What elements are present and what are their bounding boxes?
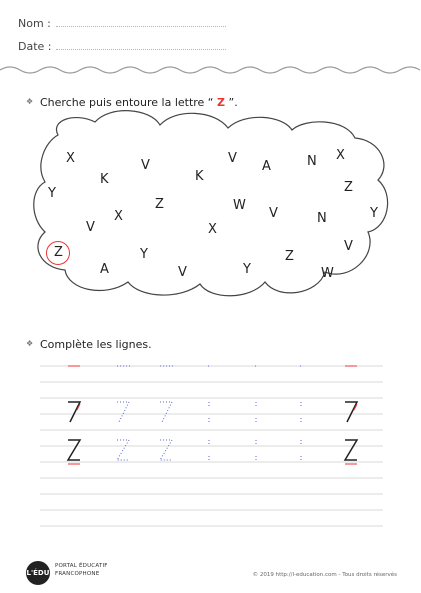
cloud-letter[interactable]: V [86,220,95,235]
portal-text [55,562,108,578]
cloud-letter[interactable]: Z [344,180,353,195]
instruction-1-text-b: ”. [225,96,238,109]
cloud-letter[interactable]: X [114,209,123,224]
date-label: Date : [18,40,52,53]
copyright: © 2019 http://l-education.com - Tous droits réservés [252,572,397,578]
cloud-letter[interactable]: W [321,266,334,281]
instruction-1-text-a: Cherche puis entoure la lettre “ [40,96,218,109]
cloud-letter[interactable]: X [208,222,217,237]
cloud-letter[interactable]: Z [285,249,294,264]
portal-line-1: PORTAL ÉDUCATIF [55,563,108,569]
portal-line-2: FRANCOPHONE [55,571,100,577]
cloud-letter[interactable]: Y [48,186,56,201]
cloud-letter[interactable]: Z [155,197,164,212]
diamond-bullet-icon: ❖ [26,97,34,106]
edu-logo-text: L'ÉDU [26,569,50,577]
cloud-letter[interactable]: A [100,262,109,277]
cloud-letter[interactable]: Y [370,206,378,221]
cloud-letter[interactable]: V [269,206,278,221]
cloud-letter[interactable]: Z [54,245,63,260]
cloud-letter[interactable]: Y [243,262,251,277]
cloud-letter[interactable]: X [336,148,345,163]
name-label: Nom : [18,17,51,30]
instruction-2-text: Complète les lignes. [40,338,152,351]
cloud-letter[interactable]: W [233,198,246,213]
cloud-letter[interactable]: A [262,159,271,174]
cloud-letter[interactable]: V [344,239,353,254]
cloud-letter[interactable]: K [100,172,109,187]
cloud-letter[interactable]: X [66,151,75,166]
cloud-letter[interactable]: V [141,158,150,173]
edu-logo [26,561,50,585]
cloud-letter[interactable]: V [228,151,237,166]
cloud-letter[interactable]: N [307,154,317,169]
diamond-bullet-icon: ❖ [26,339,34,348]
cloud-letter[interactable]: K [195,169,204,184]
target-letter: Z [217,96,225,109]
cloud-letter[interactable]: N [317,211,327,226]
cloud-letter[interactable]: Y [140,247,148,262]
cloud-letter[interactable]: V [178,265,187,280]
